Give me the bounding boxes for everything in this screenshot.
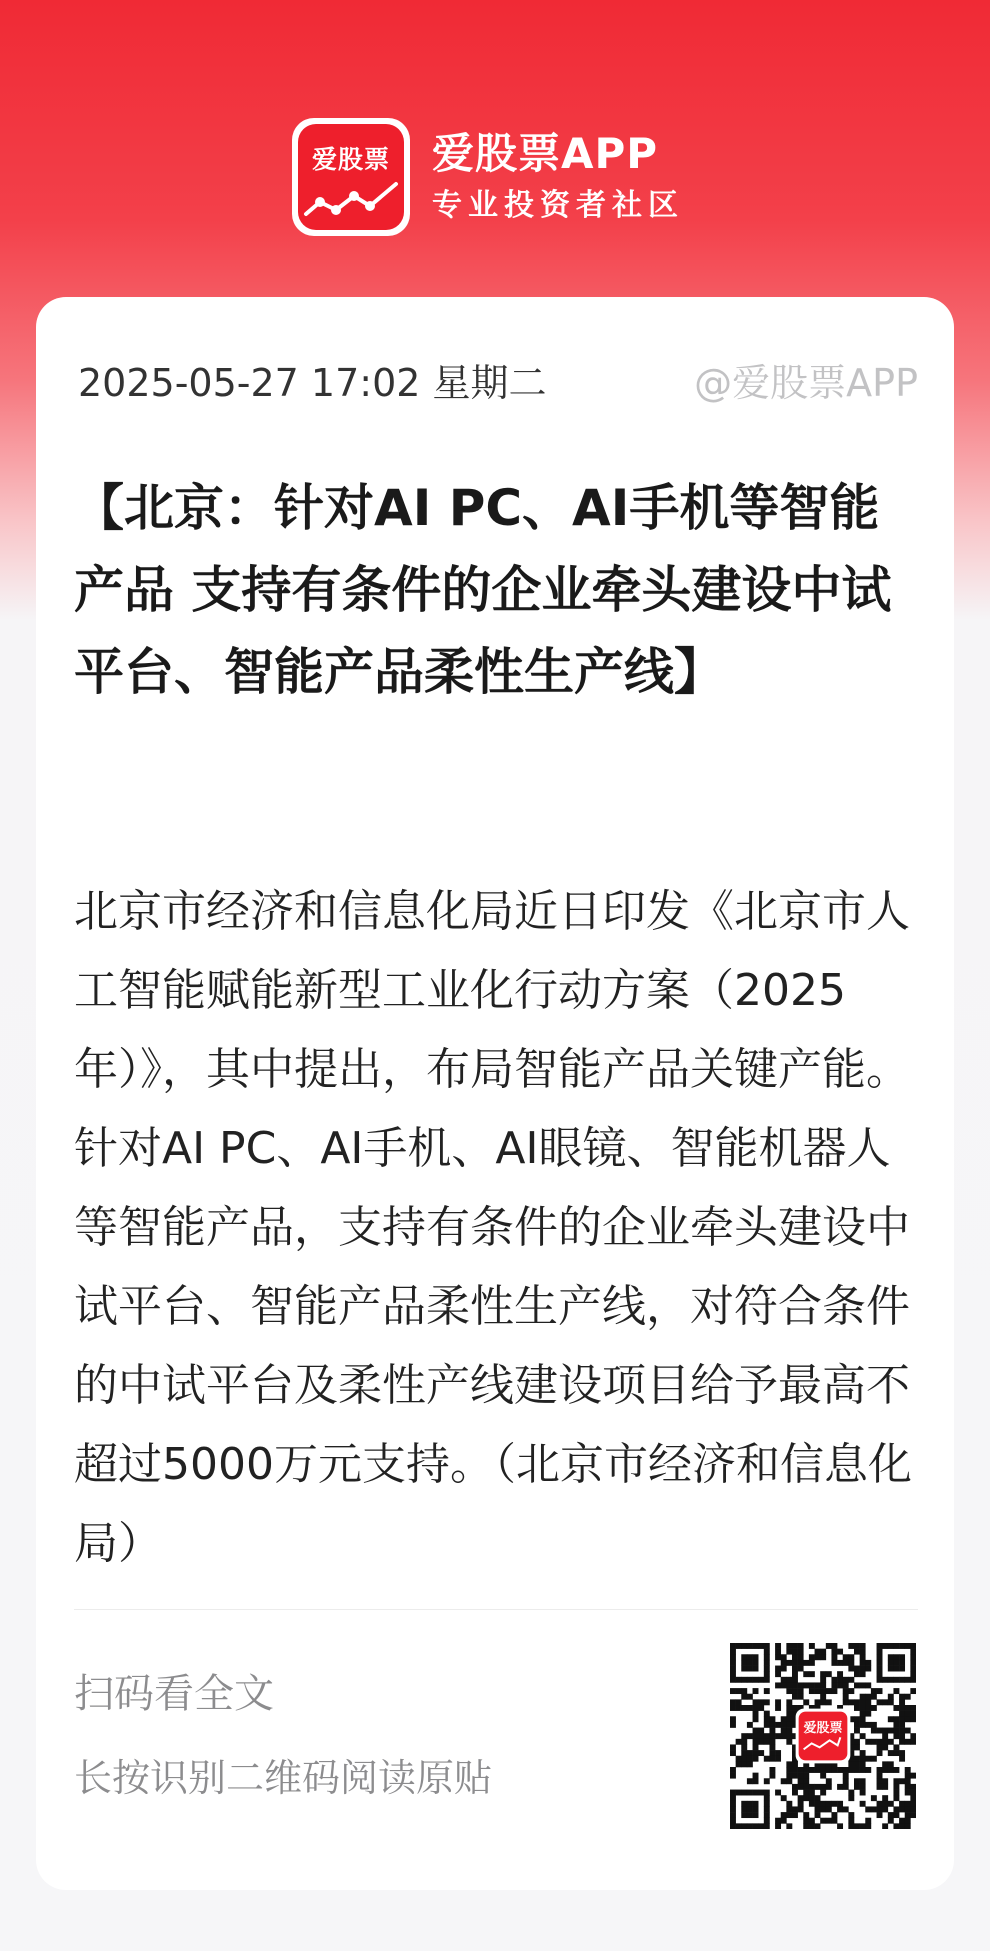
post-meta xyxy=(78,359,918,407)
post-body: 北京市经济和信息化局近日印发《北京市人工智能赋能新型工业化行动方案（2025年）》，其中提出，布局智能产品关键产能。针对AI PC、AI手机、AI眼镜、智能机器人等智能产品，支持有条件的企业牵头建设中试平台、智能产品柔性生产线，对符合条件的中试平台及柔性产线建设项目给予最高不超过5000万元支持。（北京市经济和信息化局） xyxy=(74,886,912,1569)
brand-header xyxy=(292,118,684,236)
post-headline: 【北京：针对AI PC、AI手机等智能产品 支持有条件的企业牵头建设中试平台、智能产品柔性生产线】 xyxy=(74,479,892,701)
scan-title: 扫码看全文 xyxy=(74,1671,274,1717)
post-datetime: 2025-05-27 17:02 星期二 xyxy=(78,361,547,405)
footer-divider xyxy=(74,1609,918,1610)
post-source: @爱股票APP xyxy=(694,361,918,405)
app-logo-badge xyxy=(298,124,404,230)
post-card xyxy=(36,297,954,1890)
qr-code[interactable] xyxy=(730,1643,916,1829)
qr-logo-text: 爱股票 xyxy=(803,1721,843,1736)
app-name: 爱股票APP xyxy=(432,129,659,178)
qr-logo-badge xyxy=(799,1712,848,1761)
scan-hint: 长按识别二维码阅读原贴 xyxy=(74,1756,493,1800)
brand-text xyxy=(432,128,684,226)
stock-line-icon xyxy=(298,174,404,230)
app-logo xyxy=(292,118,410,236)
app-slogan: 专业投资者社区 xyxy=(432,188,684,223)
app-logo-text: 爱股票 xyxy=(311,145,390,174)
